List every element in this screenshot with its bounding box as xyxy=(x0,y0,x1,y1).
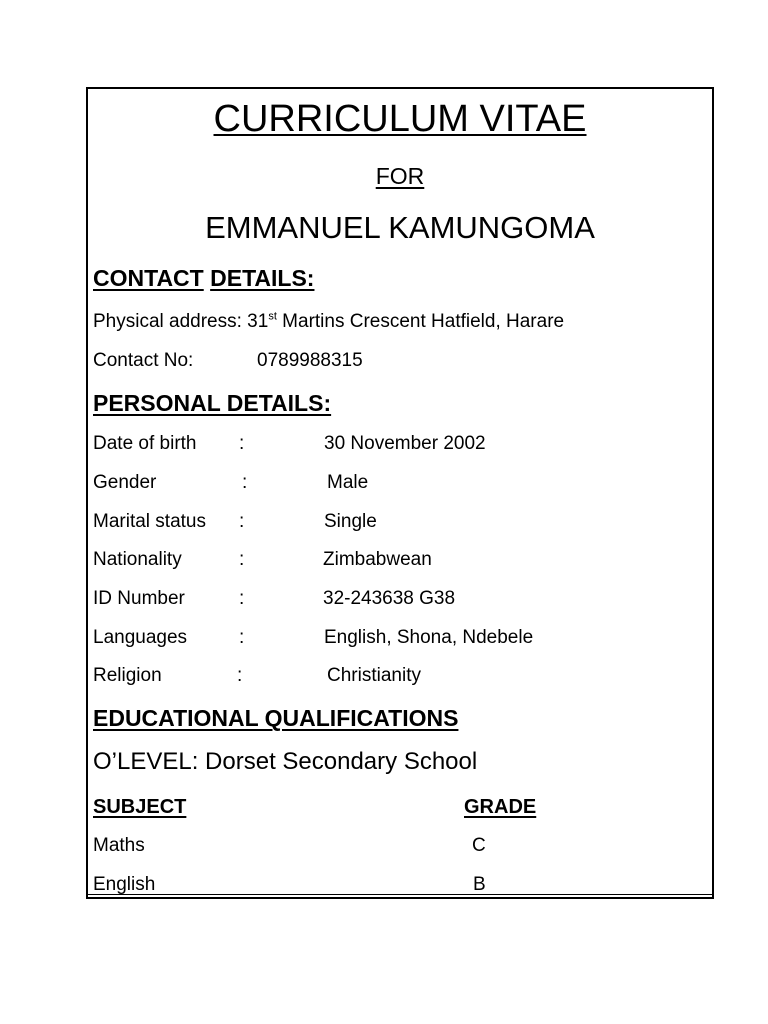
personal-value-marital: Single xyxy=(324,511,377,532)
grade-column-header: GRADE xyxy=(464,796,537,818)
personal-value-nationality: Zimbabwean xyxy=(323,549,432,570)
contact-no-label: Contact No: xyxy=(93,350,194,371)
personal-label-id: ID Number xyxy=(93,588,185,609)
personal-heading: PERSONAL DETAILS: xyxy=(93,390,332,416)
personal-colon-marital: : xyxy=(239,511,245,532)
olevel-school: O’LEVEL: Dorset Secondary School xyxy=(93,748,478,775)
education-heading: EDUCATIONAL QUALIFICATIONS xyxy=(93,705,459,731)
address-label: Physical address: 31 xyxy=(93,311,269,332)
contact-heading-part2: DETAILS: xyxy=(210,265,315,291)
grade-english: B xyxy=(473,874,486,895)
personal-colon-gender: : xyxy=(242,472,248,493)
personal-label-nationality: Nationality xyxy=(93,549,182,570)
personal-value-religion: Christianity xyxy=(327,665,421,686)
personal-colon-id: : xyxy=(239,588,245,609)
subject-english: English xyxy=(93,874,156,895)
grade-maths: C xyxy=(472,835,486,856)
personal-value-id: 32-243638 G38 xyxy=(323,588,456,609)
personal-colon-languages: : xyxy=(239,627,245,648)
personal-label-religion: Religion xyxy=(93,665,162,686)
contact-heading-part1: CONTACT xyxy=(93,265,204,291)
personal-colon-nationality: : xyxy=(239,549,245,570)
page-border xyxy=(86,87,714,899)
personal-colon-religion: : xyxy=(237,665,243,686)
address-value: Martins Crescent Hatfield, Harare xyxy=(276,311,565,332)
address-line xyxy=(93,312,564,331)
personal-value-languages: English, Shona, Ndebele xyxy=(324,627,534,648)
address-superscript: st xyxy=(268,310,277,323)
personal-label-gender: Gender xyxy=(93,472,157,493)
personal-label-languages: Languages xyxy=(93,627,188,648)
subject-column-header: SUBJECT xyxy=(93,796,187,818)
contact-no-value: 0789988315 xyxy=(257,350,363,371)
subject-maths: Maths xyxy=(93,835,145,856)
document-title: CURRICULUM VITAE xyxy=(213,98,587,140)
personal-label-dob: Date of birth xyxy=(93,433,197,454)
personal-value-gender: Male xyxy=(327,472,369,493)
contact-heading xyxy=(93,267,314,290)
for-label: FOR xyxy=(375,163,425,189)
personal-colon-dob: : xyxy=(239,433,245,454)
personal-label-marital: Marital status xyxy=(93,511,206,532)
personal-value-dob: 30 November 2002 xyxy=(324,433,486,454)
candidate-name: EMMANUEL KAMUNGOMA xyxy=(205,210,595,245)
